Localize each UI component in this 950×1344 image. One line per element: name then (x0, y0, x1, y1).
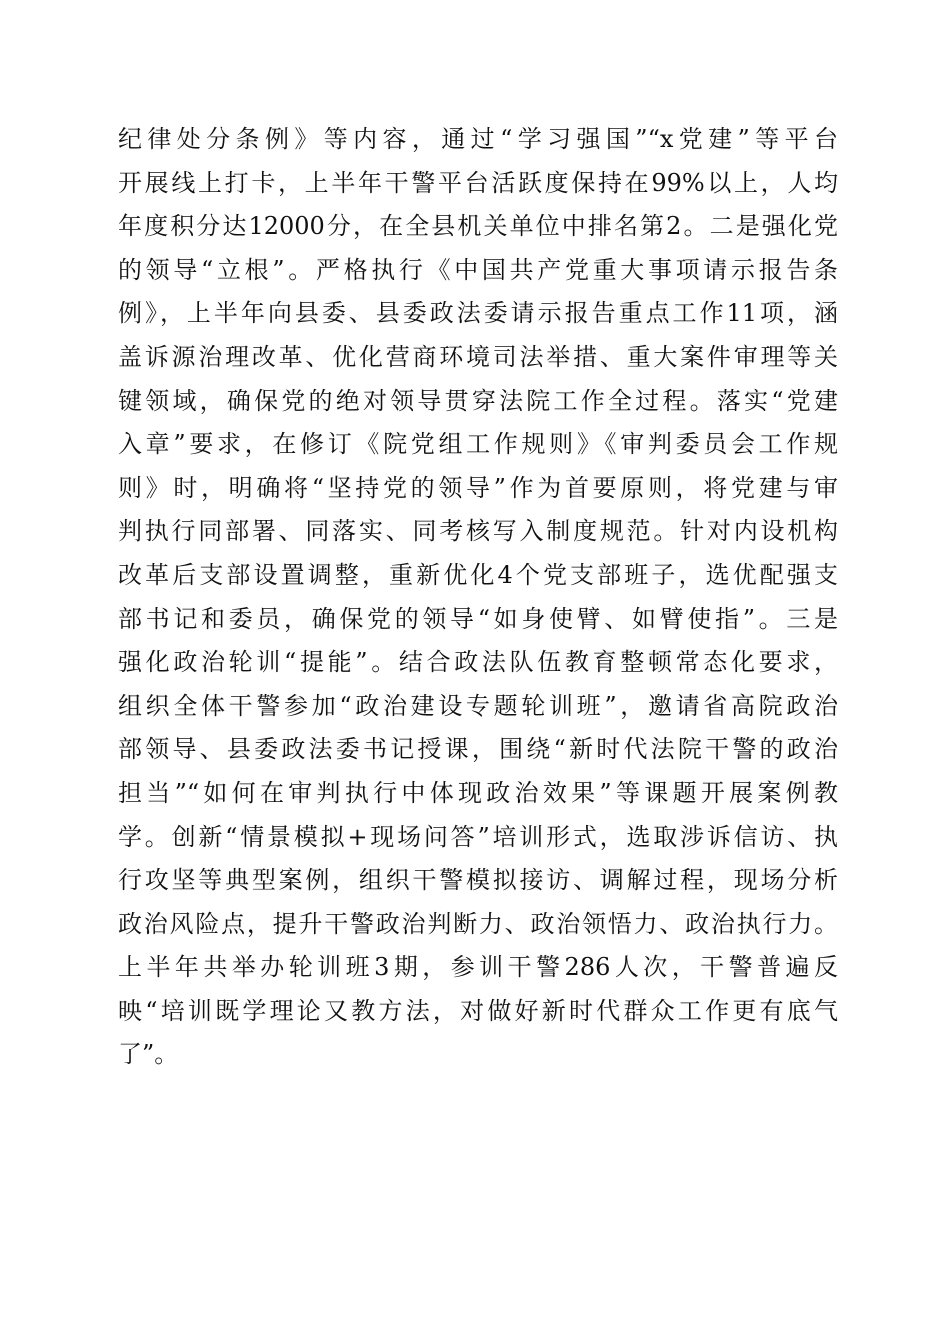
text-line: 部领导、县委政法委书记授课，围绕“新时代法院干警的政治 (118, 735, 838, 764)
text-line: 组织全体干警参加“政治建设专题轮训班”，邀请省高院政治 (118, 691, 838, 720)
text-line: 判执行同部署、同落实、同考核写入制度规范。针对内设机构 (118, 517, 838, 546)
text-line: 行攻坚等典型案例，组织干警模拟接访、调解过程，现场分析 (118, 866, 838, 895)
body-paragraph (118, 118, 838, 1077)
text-line: 政治风险点，提升干警政治判断力、政治领悟力、政治执行力。 (118, 909, 838, 938)
text-line: 盖诉源治理改革、优化营商环境司法举措、重大案件审理等关 (118, 342, 838, 371)
text-line: 上半年共举办轮训班3期，参训干警286人次，干警普遍反 (118, 953, 838, 982)
text-line: 了”。 (118, 1040, 179, 1069)
text-line: 担当”“如何在审判执行中体现政治效果”等课题开展案例教 (118, 778, 838, 807)
text-line: 学。创新“情景模拟+现场问答”培训形式，选取涉诉信访、执 (118, 822, 838, 851)
text-line: 键领域，确保党的绝对领导贯穿法院工作全过程。落实“党建 (118, 386, 838, 415)
text-line: 则》时，明确将“坚持党的领导”作为首要原则，将党建与审 (118, 473, 838, 502)
text-line: 纪律处分条例》等内容，通过“学习强国”“x党建”等平台 (118, 125, 838, 153)
text-line: 入章”要求，在修订《院党组工作规则》《审判委员会工作规 (118, 430, 838, 459)
text-line: 强化政治轮训“提能”。结合政法队伍教育整顿常态化要求， (118, 648, 838, 677)
text-line: 的领导“立根”。严格执行《中国共产党重大事项请示报告条 (118, 255, 838, 284)
text-line: 改革后支部设置调整，重新优化4个党支部班子，选优配强支 (118, 560, 838, 589)
text-line: 年度积分达12000分，在全县机关单位中排名第2。二是强化党 (118, 212, 838, 241)
text-line: 例》，上半年向县委、县委政法委请示报告重点工作11项，涵 (118, 299, 838, 328)
text-line: 开展线上打卡，上半年干警平台活跃度保持在99%以上，人均 (118, 168, 838, 197)
text-line: 部书记和委员，确保党的领导“如身使臂、如臂使指”。三是 (118, 604, 838, 633)
text-line: 映“培训既学理论又教方法，对做好新时代群众工作更有底气 (118, 996, 838, 1025)
